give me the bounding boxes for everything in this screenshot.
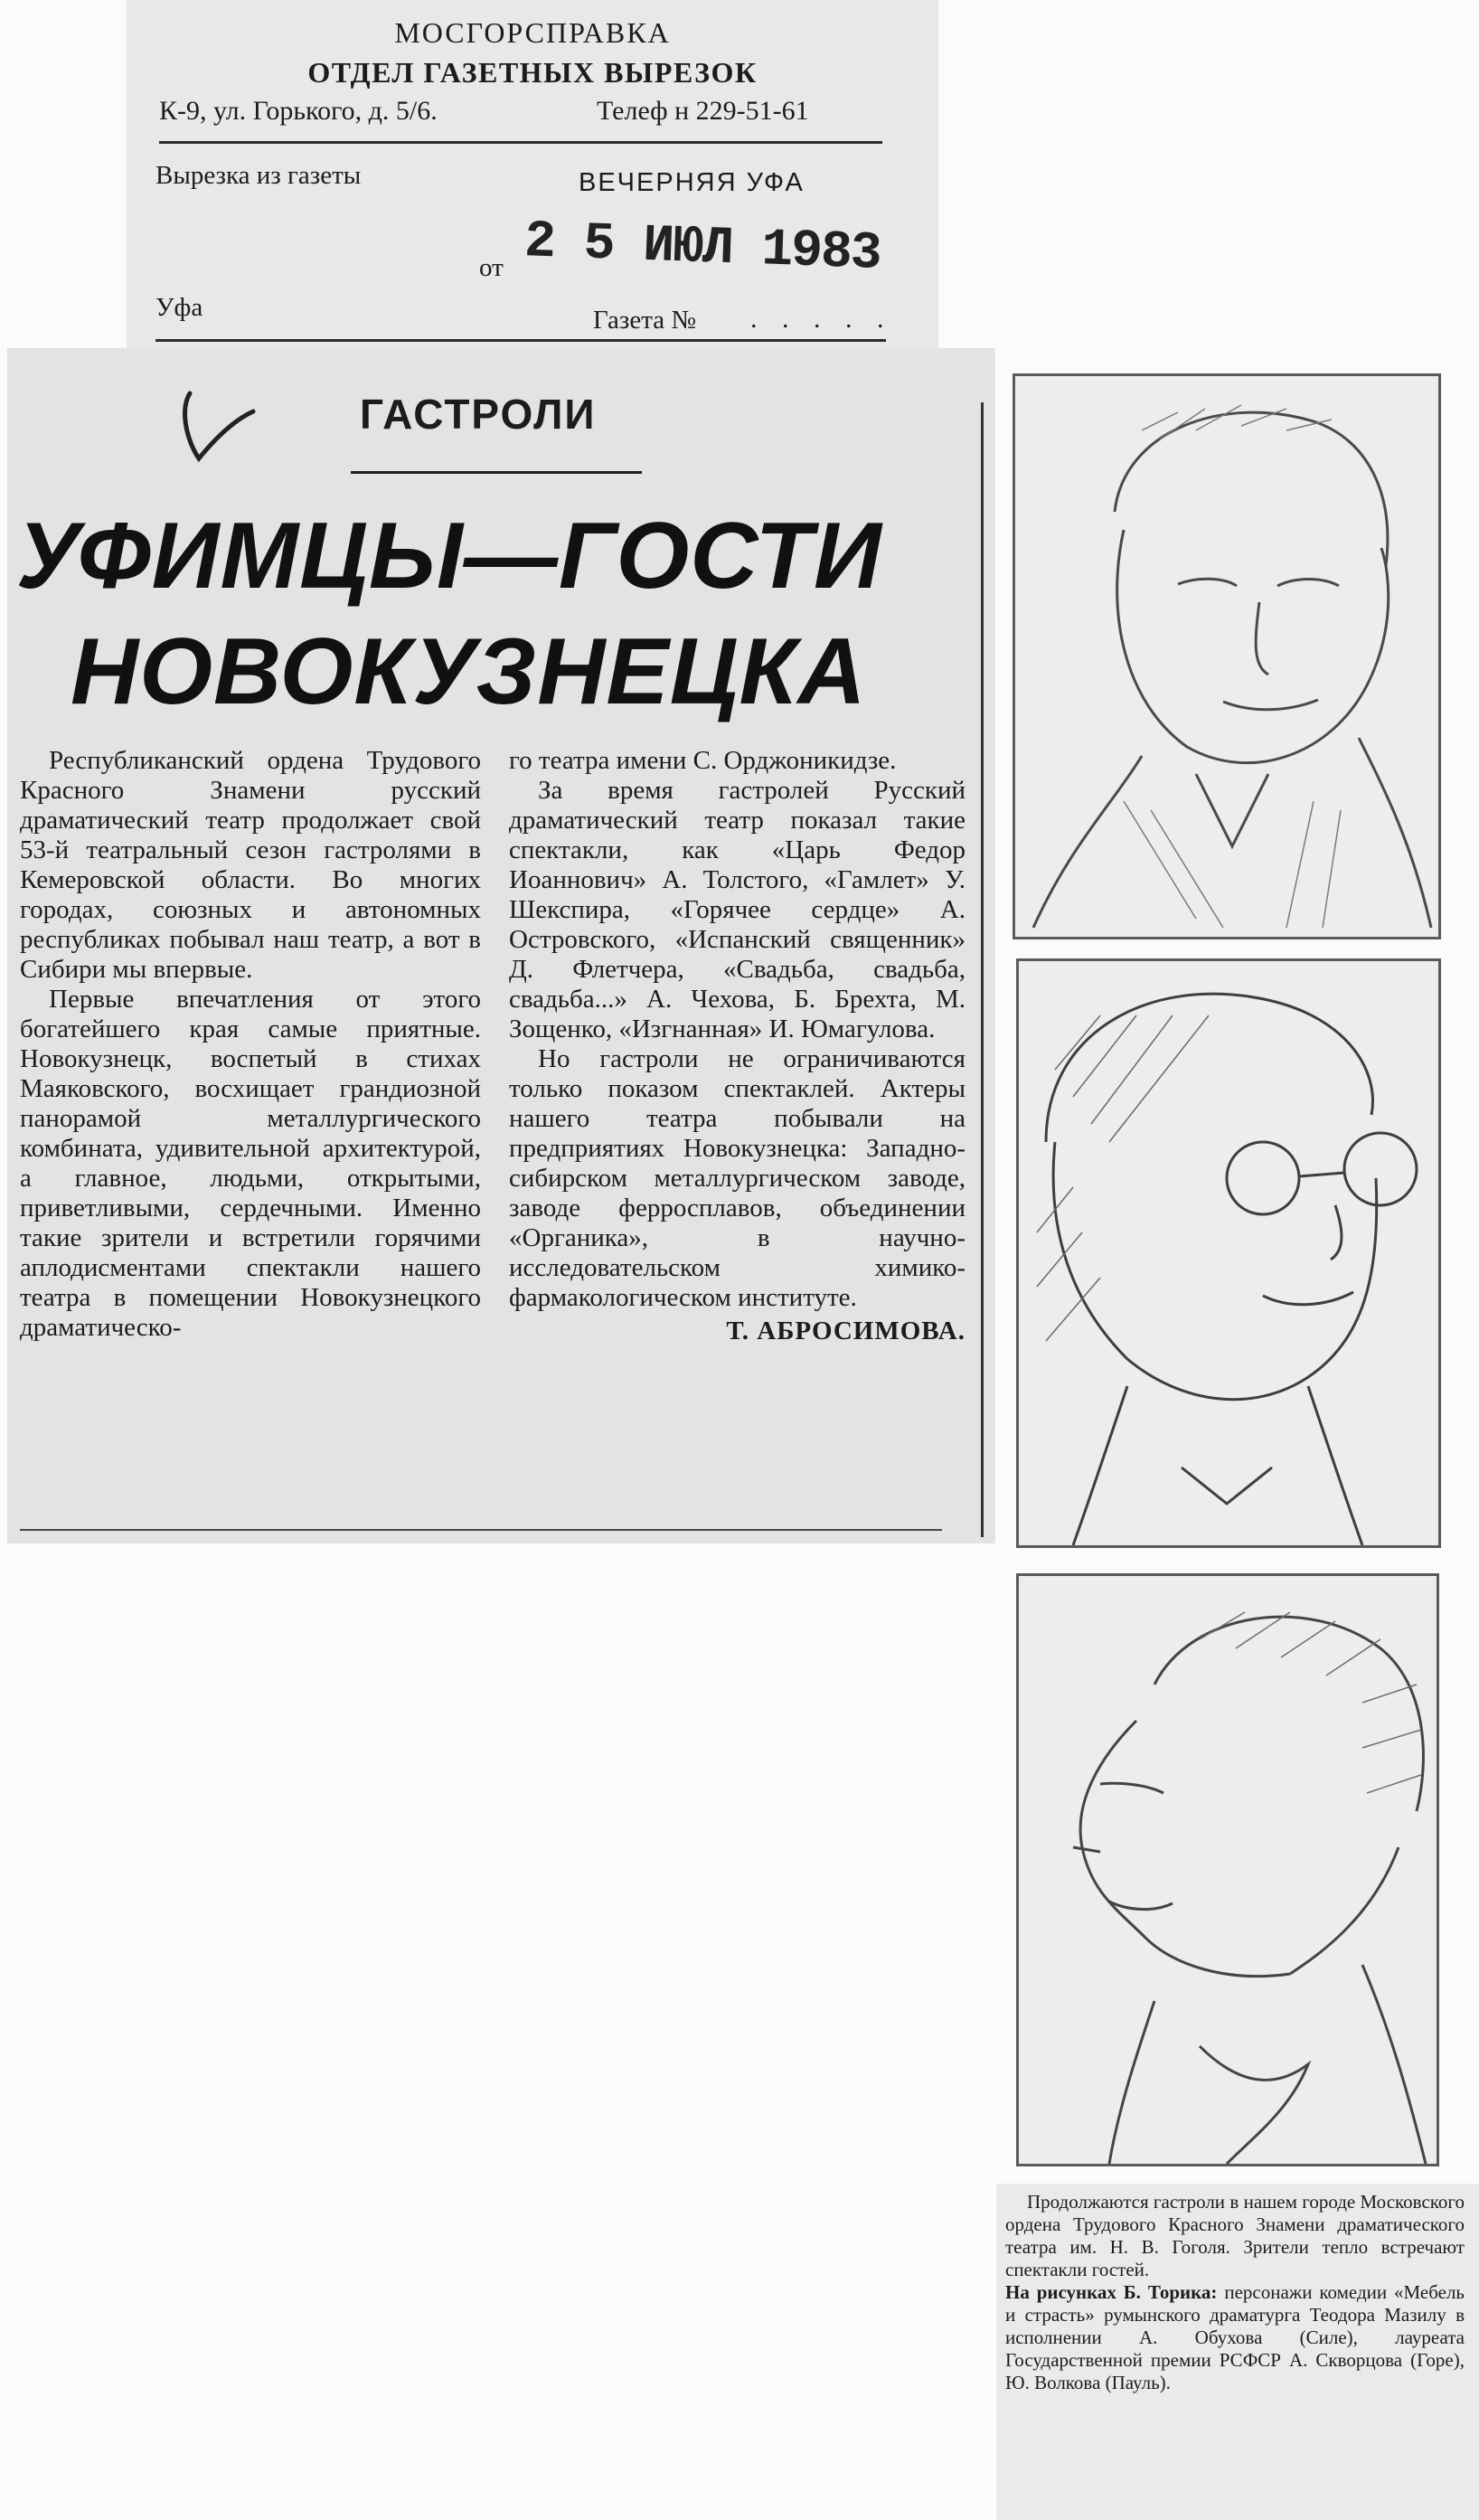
article-clipping xyxy=(7,348,995,1543)
agency-phone: Телеф н 229-51-61 xyxy=(597,96,809,126)
article-paragraph: За время гастролей Русский драматический театр показал такие спектакли, как «Царь Федор Иоаннович» А. Толстого, «Гамлет» У. Шекспира, «Горячее сердце» А. Островского, «Испанский священник» Д. Флетчера, «Свадьба, свадьба, свадьба...» А. Чехова, Б. Брехта, М. Зощенко, «Изгнанная» И. Юмагулова. xyxy=(509,776,966,1043)
date-stamp: 2 5 ИЮЛ 1983 xyxy=(523,212,881,284)
newspaper-name: ВЕЧЕРНЯЯ УФА xyxy=(579,168,805,197)
rubric-underline xyxy=(351,471,642,474)
caption-credits xyxy=(1005,2281,1465,2394)
caption-text: Продолжаются гастроли в нашем городе Московского ордена Трудового Красного Знамени драматического театра им. Н. В. Гоголя. Зрители тепло встречают спектакли гостей. xyxy=(1005,2191,1465,2280)
portrait-sketch-1 xyxy=(1013,373,1441,939)
portrait-sketch-3 xyxy=(1016,1573,1439,2166)
article-bottom-rule xyxy=(20,1529,942,1531)
agency-address: К-9, ул. Горького, д. 5/6. xyxy=(159,96,438,126)
issue-label: Газета № xyxy=(593,306,697,335)
caption-card xyxy=(996,2184,1479,2520)
pen-check-mark xyxy=(143,375,260,475)
stub-divider xyxy=(159,141,882,144)
department-name: ОТДЕЛ ГАЗЕТНЫХ ВЫРЕЗОК xyxy=(307,56,758,89)
article-paragraph: го театра имени С. Орджоникидзе. xyxy=(509,746,897,775)
headline-line-1: УФИМЦЫ—ГОСТИ xyxy=(16,504,882,609)
stub-bottom-rule xyxy=(155,339,886,342)
article-column-1 xyxy=(20,746,481,1343)
agency-name: МОСГОРСПРАВКА xyxy=(394,16,671,49)
rubric-label: ГАСТРОЛИ xyxy=(360,391,597,438)
clipping-label: Вырезка из газеты xyxy=(155,161,362,190)
clipping-stub xyxy=(127,0,938,362)
caption-credits-text: персонажи комедии «Мебель и страсть» румынского драматурга Теодора Мазилу в исполнении А. Обухова (Силе), лауреата Государственной премии РСФСР А. Скворцова (Горе), Ю. Волкова (Пауль). xyxy=(1005,2281,1465,2393)
photo-caption xyxy=(1005,2191,1465,2394)
date-prefix: от xyxy=(479,253,504,282)
article-paragraph: Республиканский ордена Трудового Красного Знамени русский драматический театр продолжает свой 53-й театральный сезон гастролями в Кемеровской области. Во многих городах, союзных и автономных республиках побывал наш театр, а вот в Сибири мы впервые. xyxy=(20,746,481,984)
headline-line-2: НОВОКУЗНЕЦКА xyxy=(71,619,867,724)
column-separator xyxy=(981,402,984,1537)
caption-credits-lead: На рисунках Б. Торика: xyxy=(1005,2281,1218,2303)
article-paragraph: Первые впечатления от этого богатейшего края самые приятные. Новокузнецк, воспетый в стихах Маяковского, восхищает грандиозной панорамой металлургического комбината, удивительной архитектурой, а главное, людьми, открытыми, приветливыми, сердечными. Именно такие зрители и встретили горячими аплодисментами спектакли нашего театра в помещении Новокузнецкого драматическо- xyxy=(20,985,481,1342)
article-column-2 xyxy=(509,746,966,1346)
issue-dots: . . . . . xyxy=(750,304,893,334)
article-paragraph: Но гастроли не ограничиваются только показом спектаклей. Актеры нашего театра побывали на предприятиях Новокузнецка: Западно-сибирском металлургическом заводе, заводе ферросплавов, объединении «Органика», в научно-исследовательском химико-фармакологическом институте. xyxy=(509,1044,966,1312)
author-signature: Т. АБРОСИМОВА. xyxy=(726,1317,966,1345)
portrait-sketch-2 xyxy=(1016,958,1441,1548)
city-label: Уфа xyxy=(155,293,203,322)
